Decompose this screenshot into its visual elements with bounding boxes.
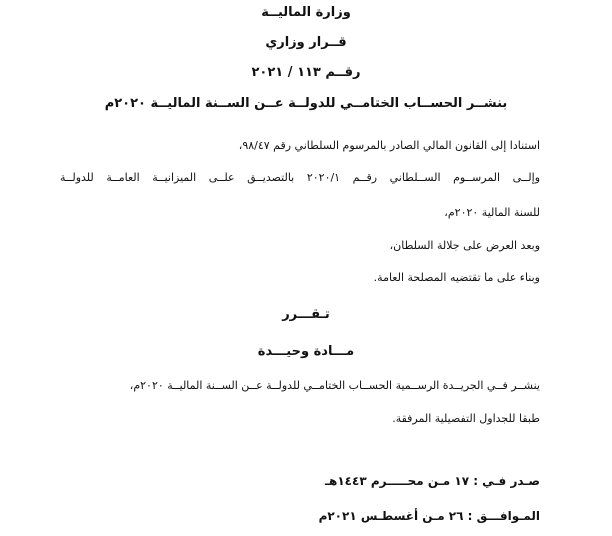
preamble-line-5: وبناء على ما تقتضيه المصلحة العامة. bbox=[373, 271, 540, 284]
preamble-line-1: استنادا إلى القانون المالي الصادر بالمرسوم السلطاني رقم ٩٨/٤٧، bbox=[238, 139, 540, 152]
decides-heading: تـقـــرر bbox=[282, 307, 330, 322]
ministry-title: وزارة الماليــة bbox=[261, 5, 351, 20]
preamble-line-3: للسنة المالية ٢٠٢٠م، bbox=[444, 206, 540, 219]
article-heading: مـــادة وحيـــدة bbox=[257, 344, 355, 359]
corresponding-date: المـوافـــق : ٢٦ مـن أغسطـس ٢٠٢١م bbox=[318, 509, 540, 523]
article-line-1: ينشــر فــي الجريــدة الرســمية الحســاب الختامــي للدولــة عــن الســنة الماليــة ٢٠٢٠م، bbox=[129, 379, 540, 392]
preamble-line-4: وبعد العرض على جلالة السلطان، bbox=[389, 239, 540, 252]
preamble-line-2: وإلــى المرســوم الســلطاني رقــم ٢٠٢٠/١ بالتصديــق علــى الميزانيــة العامــة للدولــة bbox=[60, 171, 541, 184]
decision-number: رقــم ١١٣ / ٢٠٢١ bbox=[251, 65, 361, 80]
decision-type: قــرار وزاري bbox=[265, 35, 347, 50]
article-line-2: طبقا للجداول التفصيلية المرفقة. bbox=[392, 412, 540, 425]
decision-subject: بنشــر الحســاب الختامــي للدولــة عــن الســنة الماليــة ٢٠٢٠م bbox=[104, 96, 508, 111]
issue-date: صـدر فـي : ١٧ مـن محـــــرم ١٤٤٣هـ bbox=[324, 474, 540, 488]
